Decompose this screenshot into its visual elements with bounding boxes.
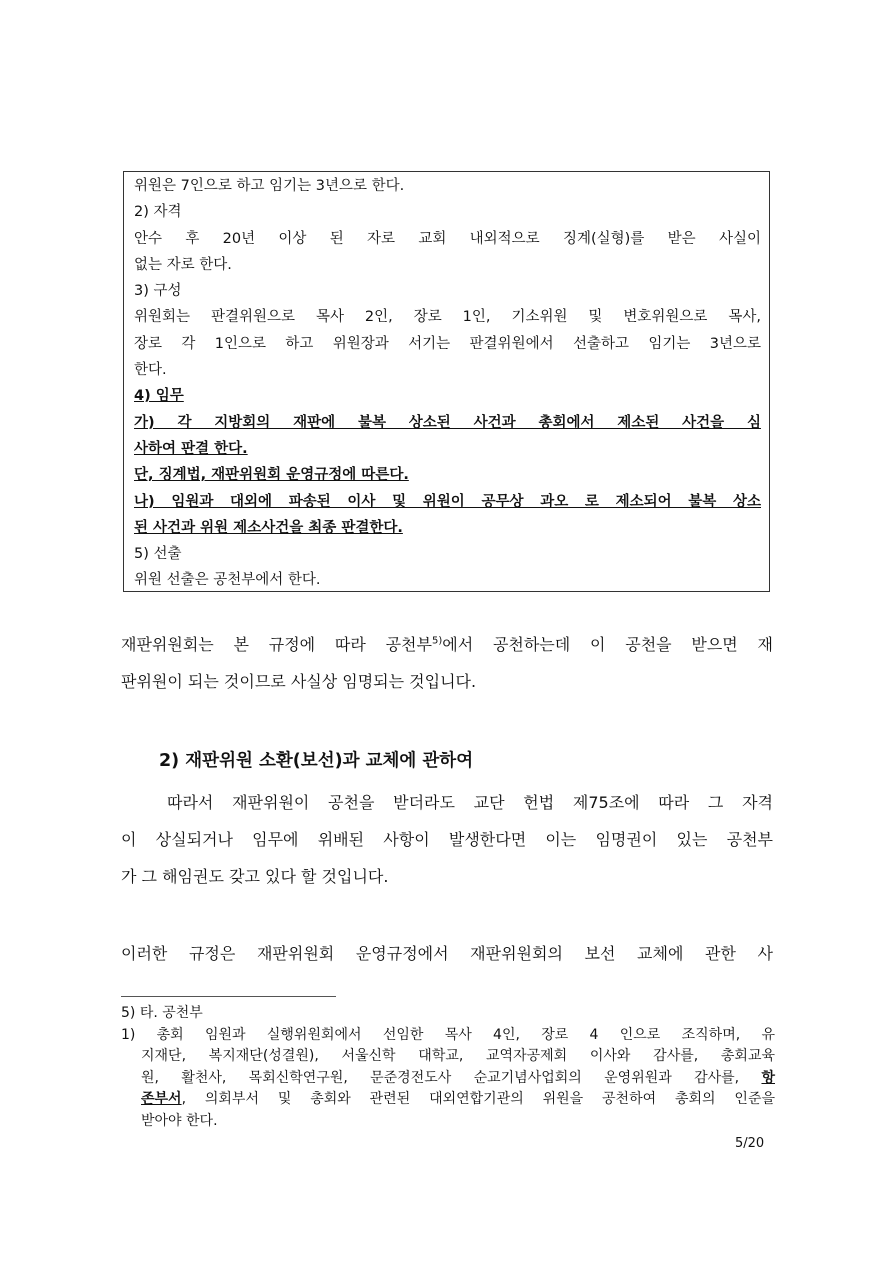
box-line: 위원 선출은 공천부에서 한다. [134, 572, 321, 589]
box-line-emphasis: 4) 임무 [134, 388, 184, 405]
footnote-line: 지재단, 복지재단(성결원), 서울신학 대학교, 교역자공제회 이사와 감사를, 총회교육 [141, 1048, 775, 1064]
footnote-line: 존부서, 의회부서 및 총회와 관련된 대외연합기관의 위원을 공천하여 총회의 인준을 [141, 1091, 775, 1107]
paragraph-2 [121, 784, 773, 895]
paragraph-line: 가 그 해임권도 갖고 있다 할 것입니다. [121, 867, 389, 886]
box-line: 위원회는 판결위원으로 목사 2인, 장로 1인, 기소위원 및 변호위원으로 목사, [134, 309, 761, 326]
paragraph-line: 따라서 재판위원이 공천을 받더라도 교단 헌법 제75조에 따라 그 자격 [167, 793, 773, 812]
box-line: 없는 자로 한다. [134, 256, 232, 273]
footnote-title: 5) 타. 공천부 [121, 1005, 203, 1021]
box-line: 2) 자격 [134, 204, 182, 221]
box-line-emphasis: 된 사건과 위원 제소사건을 최종 판결한다. [134, 519, 403, 536]
paragraph-3 [121, 935, 773, 972]
footnote-line: 원, 활천사, 목회신학연구원, 문준경전도사 순교기념사업회의 운영위원과 감사를, 항 [141, 1069, 775, 1086]
box-line: 5) 선출 [134, 546, 182, 563]
box-line-emphasis: 나) 임원과 대외에 파송된 이사 및 위원이 공무상 과오 로 제소되어 불복 상소 [134, 493, 761, 510]
paragraph-1 [121, 626, 773, 700]
footnote-ref[interactable]: 5) [431, 635, 443, 647]
box-line-emphasis: 가) 각 지방회의 재판에 불복 상소된 사건과 총회에서 제소된 사건을 심 [134, 414, 761, 431]
paragraph-line: 재판위원회는 본 규정에 따라 공천부$^{5)}$에서 공천하는데 이 공천을 받으면 재 [121, 635, 774, 654]
footnote-line: 받아야 한다. [141, 1112, 218, 1129]
box-line-emphasis: 단, 징계법, 재판위원회 운영규정에 따른다. [134, 467, 409, 484]
box-line: 한다. [134, 362, 167, 379]
box-line: 3) 구성 [134, 283, 182, 300]
box-line: 안수 후 20년 이상 된 자로 교회 내외적으로 징계(실형)를 받은 사실이 [134, 230, 761, 247]
box-line: 장로 각 1인으로 하고 위원장과 서기는 판결위원에서 선출하고 임기는 3년으로 [134, 335, 761, 352]
box-line-emphasis: 사하여 판결 한다. [134, 440, 248, 457]
paragraph-line: 판위원이 되는 것이므로 사실상 임명되는 것입니다. [121, 672, 477, 691]
box-line: 위원은 7인으로 하고 임기는 3년으로 한다. [134, 178, 405, 194]
footnote-divider [121, 996, 336, 997]
regulation-box [123, 171, 770, 592]
section-heading: 2) 재판위원 소환(보선)과 교체에 관하여 [159, 751, 474, 771]
footnote-line: 1) 총회 임원과 실행위원회에서 선임한 목사 4인, 장로 4 인으로 조직하며, 유 [121, 1026, 775, 1043]
page-number: 5/20 [735, 1136, 765, 1151]
paragraph-line: 이 상실되거나 임무에 위배된 사항이 발생한다면 이는 임명권이 있는 공천부 [121, 830, 773, 849]
footnote [121, 1003, 775, 1132]
paragraph-line: 이러한 규정은 재판위원회 운영규정에서 재판위원회의 보선 교체에 관한 사 [121, 944, 773, 963]
